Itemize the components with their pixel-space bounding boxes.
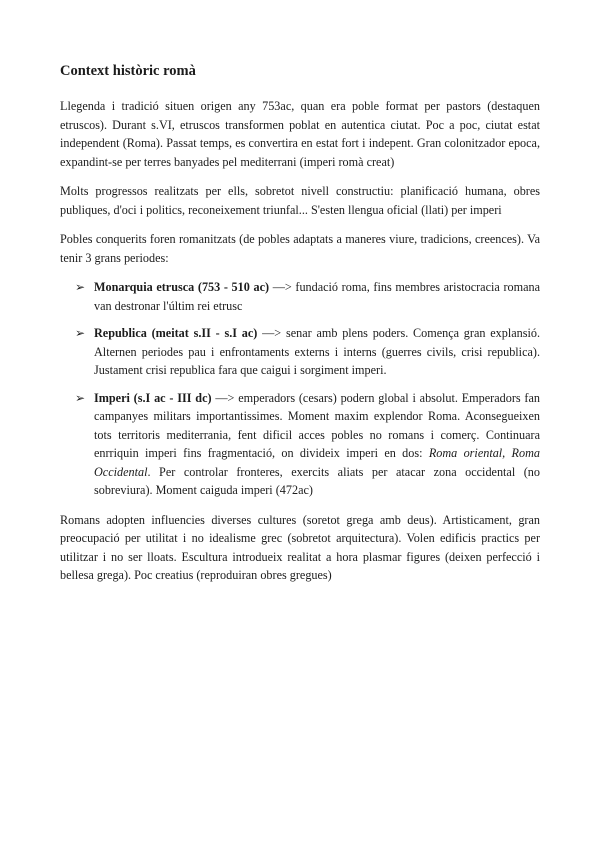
romanization-paragraph: Pobles conquerits foren romanitzats (de pobles adaptats a maneres viure, tradicions, creences). Va tenir 3 grans periodes:: [60, 232, 540, 265]
list-item-monarquia: [60, 278, 540, 315]
arrow-bullet-icon: ➢: [75, 326, 86, 340]
progress-paragraph: Molts progressos realitzats per ells, sobretot nivell constructiu: planificació humana, obres publiques, d'oci i politics, reconeixement triunfal... S'esten llengua oficial (llati) per imperi: [60, 184, 540, 217]
period-name: Imperi (s.I ac - III dc): [94, 390, 212, 405]
list-item-imperi: [60, 389, 540, 500]
arrow-bullet-icon: ➢: [75, 280, 86, 294]
periods-list: [60, 278, 540, 500]
list-item-republica: [60, 324, 540, 380]
period-description: —> senar amb plens poders. Comença gran explansió. Alternen periodes pau i enfrontaments externs i interns (guerres civils, crisi republica). Justament crisi republica fara que caigui i sorgiment imperi.: [94, 326, 540, 377]
period-name: Republica (meitat s.II - s.I ac): [94, 326, 258, 340]
intro-paragraph: Llegenda i tradició situen origen any 753ac, quan era poble format per pastors (destaquen etruscos). Durant s.VI, etruscos transformen poblat en autentica ciutat. Poc a poc, ciutat estat independent (Roma). Passat temps, es convertira en estat fort i indepent. Gran colonitzador epoca, expandint-se per terres banyades pel mediterrani (imperi romà creat): [60, 99, 540, 169]
period-italic-text: Roma oriental, Roma Occidental: [94, 446, 540, 479]
period-description-continued: . Per controlar fronteres, exercits aliats per atacar zona occidental (no sobreviura). Moment caiguda imperi (472ac): [94, 464, 540, 497]
period-description: —> emperadors (cesars) podern global i absolut. Emperadors fan campanyes militars importantissimes. Moment maxim explendor Roma. Aconsegueixen tots territoris mediterrania, fent dificil acces pobles no romans i comerç. Continuara enrriquin imperi fins fragmentació, on divideix imperi en dos:: [94, 390, 540, 460]
arrow-bullet-icon: ➢: [75, 390, 86, 405]
closing-paragraph: Romans adopten influencies diverses cultures (soretot grega amb deus). Artisticament, gran preocupació per utilitat i no idealisme grec (sobretot arquitectura). Volen edificis practics per utilitzar i no ser lloats. Escultura introdueix realitat a hora plasmar figures (deixen perfecció i bellesa grega). Poc creatius (reproduiran obres gregues): [60, 512, 540, 582]
document-title: Context històric romà: [60, 63, 196, 79]
period-description: —> fundació roma, fins membres aristocracia romana van destronar l'últim rei etrusc: [94, 280, 540, 313]
document-page: [60, 62, 540, 596]
period-name: Monarquia etrusca (753 - 510 ac): [94, 280, 270, 294]
